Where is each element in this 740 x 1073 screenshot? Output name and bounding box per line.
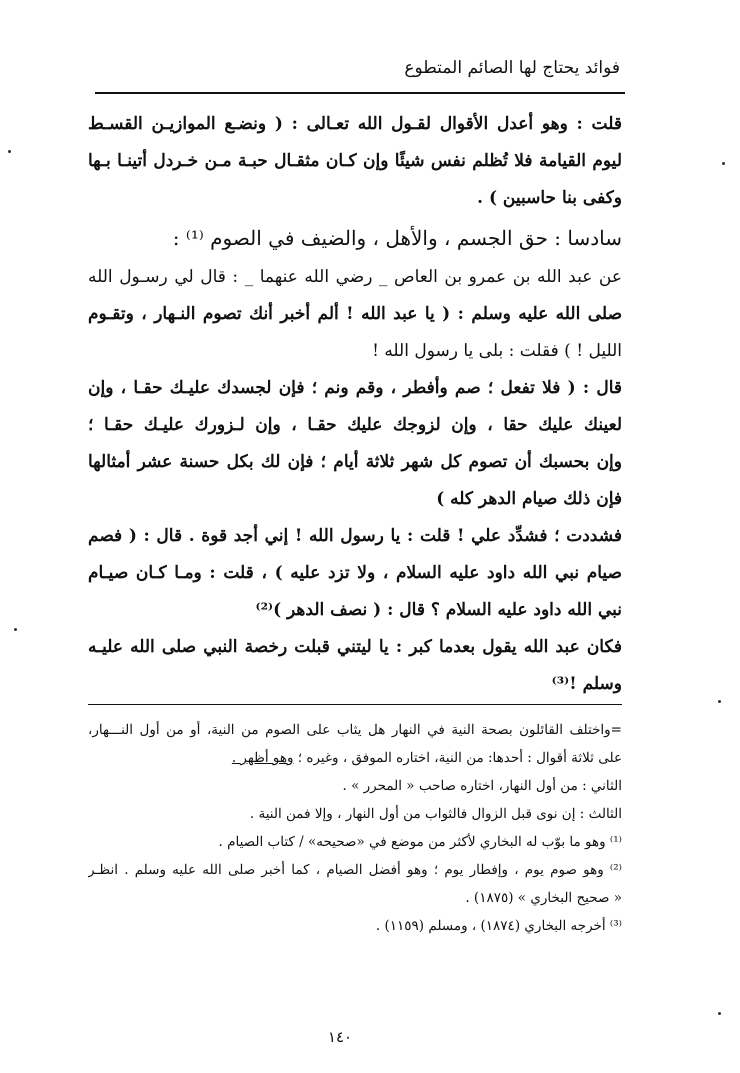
footnote-text: على ثلاثة أقوال : أحدها: من النية، اختاره الموفق ، وغيره ؛ — [293, 750, 622, 766]
text-line: ليوم القيامة فلا تُظلم نفس شيئًا وإن كـان مثقـال حبـة مـن خـردل أتينـا بـها — [88, 151, 622, 171]
text-line: وكفى بنا حاسبين ) . — [477, 188, 622, 208]
text-line: وسلم !⁽³⁾ — [551, 674, 622, 694]
running-header: فوائد يحتاج لها الصائم المتطوع — [404, 58, 620, 78]
text-line: فشددت ؛ فشدِّد علي ! قلت : يا رسول الله ! إني أجد قوة . قال : ( فصم — [88, 526, 622, 546]
scan-speck — [718, 1012, 721, 1015]
text-line: صيام نبي الله داود عليه السلام ، ولا تزد عليه ) ، قلت : ومـا كـان صيـام — [88, 563, 622, 583]
scan-speck — [722, 162, 725, 165]
footnote-line — [88, 744, 622, 772]
footnote-rule — [88, 704, 622, 705]
text-line: قلت : وهو أعدل الأقوال لقـول الله تعـالى : ( ونضـع الموازيـن القسـط — [88, 114, 622, 134]
text-line: لعينك عليك حقا ، وإن لزوجك عليك حقـا ، وإن لـزورك عليـك حقـا ؛ — [88, 415, 622, 435]
text-line: نبي الله داود عليه السلام ؟ قال : ( نصف الدهر )⁽²⁾ — [255, 600, 622, 620]
text-line: فإن ذلك صيام الدهر كله ) — [436, 489, 622, 509]
text-line: قال : ( فلا تفعل ؛ صم وأفطر ، وقم ونم ؛ فإن لجسدك عليـك حقـا ، وإن — [88, 378, 622, 398]
footnote-1: ⁽¹⁾ وهو ما بوّب له البخاري لأكثر من موضع في «صحيحه» / كتاب الصيام . — [218, 834, 622, 850]
footnote-3: ⁽³⁾ أخرجه البخاري (١٨٧٤) ، ومسلم (١١٥٩) . — [375, 918, 622, 934]
section-heading: سادسا : حق الجسم ، والأهل ، والضيف في الصوم ⁽¹⁾ : — [172, 226, 622, 250]
footnote-line: الثالث : إن نوى قبل الزوال فالثواب من أول النهار ، وإلا فمن النية . — [249, 806, 622, 822]
text-line: وإن بحسبك أن تصوم كل شهر ثلاثة أيام ؛ فإن لك بكل حسنة عشر أمثالها — [88, 452, 622, 472]
scan-speck — [718, 700, 721, 703]
main-text — [88, 106, 622, 703]
underlined-phrase: وهو أظهر . — [231, 750, 294, 766]
footnote-line: =واختلف القائلون بصحة النية في النهار هل يثاب على الصوم من النية، أو من أول النـــهار، — [88, 722, 622, 738]
text-line: فكان عبد الله يقول بعدما كبر : يا ليتني قبلت رخصة النبي صلى الله عليـه — [88, 637, 622, 657]
footnote-2-cont: « صحيح البخاري » (١٨٧٥) . — [465, 890, 622, 906]
footnotes — [88, 716, 622, 940]
header-rule — [95, 92, 625, 94]
text-line: عن عبد الله بن عمرو بن العاص _ رضي الله عنهما _ : قال لي رسـول الله — [88, 267, 622, 287]
scan-speck — [14, 628, 17, 631]
text-line: الليل ! ) فقلت : بلى يا رسول الله ! — [372, 341, 622, 361]
scan-speck — [8, 150, 11, 153]
page-number: ١٤٠ — [327, 1028, 353, 1046]
footnote-2: ⁽²⁾ وهو صوم يوم ، وإفطار يوم ؛ وهو أفضل الصيام ، كما أخبر صلى الله عليه وسلم . انظـر — [88, 862, 622, 878]
footnote-line: الثاني : من أول النهار، اختاره صاحب « المحرر » . — [342, 778, 622, 794]
text-line: صلى الله عليه وسلم : ( يا عبد الله ! ألم أخبر أنك تصوم النـهار ، وتقـوم — [88, 304, 622, 324]
